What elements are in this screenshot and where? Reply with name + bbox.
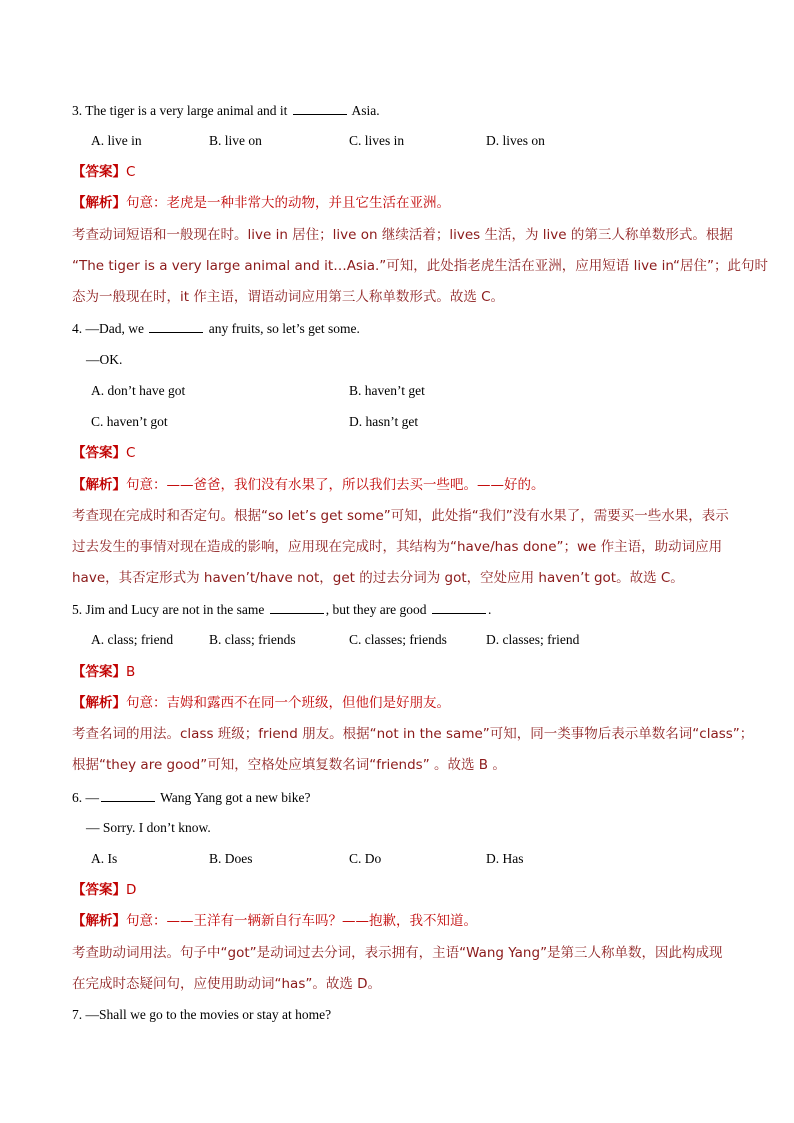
question-5-explanation-line: 根据“they are good”可知，空格处应填复数名词“friends” 。故选 B 。 — [72, 757, 506, 773]
question-6-stem — [72, 787, 722, 808]
question-4-stem — [72, 318, 722, 339]
option-b: B. haven’t get — [349, 383, 425, 398]
answer-label: 【答案】 — [72, 164, 126, 180]
answer-value: D — [126, 882, 137, 898]
analysis-label: 【解析】 — [72, 913, 126, 929]
analysis-meaning: 句意：老虎是一种非常大的动物，并且它生活在亚洲。 — [126, 195, 450, 211]
question-6-explanation-line: 在完成时态疑问句，应使用助动词“has”。故选 D。 — [72, 976, 382, 992]
question-4-explanation-line: have，其否定形式为 haven’t/have not，get 的过去分词为 got，空处应用 haven’t got。故选 C。 — [72, 570, 684, 586]
option-d: D. classes; friend — [486, 632, 580, 647]
question-5-stem — [72, 599, 722, 620]
question-5-answer — [72, 662, 722, 682]
option-b: B. Does — [209, 851, 253, 866]
stem-text: 6. — — [72, 790, 99, 805]
question-3-stem — [72, 100, 722, 121]
question-4-answer — [72, 443, 722, 463]
option-b: B. class; friends — [209, 632, 296, 647]
question-4-explanation-line: 过去发生的事情对现在造成的影响，应用现在完成时，其结构为“have/has done”；we 作主语，助动词应用 — [72, 539, 723, 555]
question-6-meaning — [72, 911, 722, 931]
question-4-explanation-line: 考查现在完成时和否定句。根据“so let’s get some”可知，此处指“我们”没有水果了，需要买一些水果，表示 — [72, 508, 729, 524]
answer-label: 【答案】 — [72, 882, 126, 898]
question-4-meaning — [72, 475, 722, 495]
question-4-reply: —OK. — [86, 352, 123, 367]
option-a: A. Is — [91, 851, 118, 866]
analysis-label: 【解析】 — [72, 195, 126, 211]
answer-value: C — [126, 164, 136, 180]
stem-text: 5. Jim and Lucy are not in the same — [72, 602, 265, 617]
question-5-explanation-line: 考查名词的用法。class 班级；friend 朋友。根据“not in the same”可知，同一类事物后表示单数名词“class”； — [72, 726, 754, 742]
analysis-meaning: 句意：吉姆和露西不在同一个班级，但他们是好朋友。 — [126, 695, 450, 711]
analysis-meaning: 句意：——爸爸，我们没有水果了，所以我们去买一些吧。——好的。 — [126, 477, 545, 493]
option-c: C. classes; friends — [349, 632, 447, 647]
option-d: D. lives on — [486, 133, 545, 148]
question-6-answer — [72, 880, 722, 900]
option-d: D. Has — [486, 851, 524, 866]
question-6-explanation-line: 考查助动词用法。句子中“got”是动词过去分词，表示拥有，主语“Wang Yang”是第三人称单数，因此构成现 — [72, 945, 723, 961]
question-3-meaning — [72, 193, 722, 213]
answer-blank — [101, 787, 155, 802]
answer-blank — [149, 318, 203, 333]
stem-text: 3. The tiger is a very large animal and it — [72, 103, 288, 118]
option-a: A. class; friend — [91, 632, 174, 647]
answer-value: C — [126, 445, 136, 461]
answer-blank — [293, 100, 347, 115]
stem-text: , but they are good — [325, 602, 427, 617]
answer-label: 【答案】 — [72, 445, 126, 461]
stem-text: Wang Yang got a new bike? — [160, 790, 311, 805]
answer-blank — [432, 599, 486, 614]
question-7-stem: 7. —Shall we go to the movies or stay at home? — [72, 1007, 332, 1022]
stem-text: 4. —Dad, we — [72, 321, 144, 336]
answer-blank — [270, 599, 324, 614]
option-c: C. lives in — [349, 133, 405, 148]
answer-label: 【答案】 — [72, 664, 126, 680]
question-3-explanation-line: 考查动词短语和一般现在时。live in 居住；live on 继续活着；lives 生活，为 live 的第三人称单数形式。根据 — [72, 227, 733, 243]
question-6-reply: — Sorry. I don’t know. — [86, 820, 211, 835]
analysis-label: 【解析】 — [72, 695, 126, 711]
question-3-explanation-line: “The tiger is a very large animal and it…Asia.”可知，此处指老虎生活在亚洲，应用短语 live in“居住”；此句时 — [72, 258, 768, 274]
stem-text: any fruits, so let’s get some. — [208, 321, 360, 336]
option-a: A. don’t have got — [91, 383, 186, 398]
option-a: A. live in — [91, 133, 142, 148]
answer-value: B — [126, 664, 136, 680]
question-3-answer — [72, 162, 722, 182]
stem-text: Asia. — [351, 103, 380, 118]
question-3-explanation-line: 态为一般现在时，it 作主语，谓语动词应用第三人称单数形式。故选 C。 — [72, 289, 505, 305]
analysis-meaning: 句意：——王洋有一辆新自行车吗？——抱歉，我不知道。 — [126, 913, 477, 929]
stem-text: . — [487, 602, 492, 617]
option-c: C. Do — [349, 851, 382, 866]
analysis-label: 【解析】 — [72, 477, 126, 493]
question-5-meaning — [72, 693, 722, 713]
option-c: C. haven’t got — [91, 414, 168, 429]
option-b: B. live on — [209, 133, 262, 148]
option-d: D. hasn’t get — [349, 414, 419, 429]
